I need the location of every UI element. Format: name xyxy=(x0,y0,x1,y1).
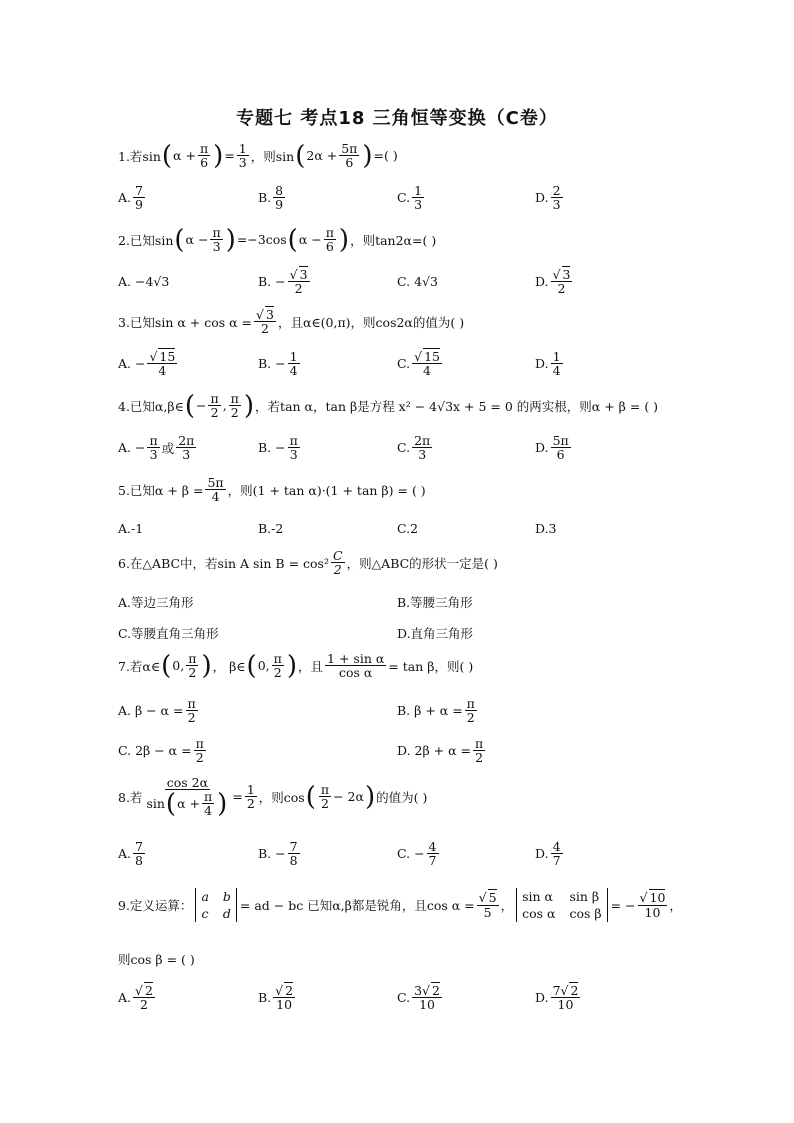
q9-mid: = ad − bc 已知α,β都是锐角，且cos α = xyxy=(239,898,475,913)
question-9-line2 xyxy=(118,950,195,968)
zero: 0, xyxy=(172,658,185,674)
option-label: C. 4√3 xyxy=(397,274,438,289)
option-b[interactable] xyxy=(258,268,312,295)
fraction: $\frac{1}{4}$ xyxy=(552,349,561,379)
fraction: $\frac{√ 15}{4}$ xyxy=(149,349,176,379)
fraction: $\frac{7}{8}$ xyxy=(135,839,143,869)
q8-end: 的值为( ) xyxy=(376,789,428,805)
fraction: $\frac{√ 2}{2}$ xyxy=(135,983,153,1013)
option-d[interactable] xyxy=(535,268,574,295)
fraction: $\frac{\pi}{6}$ xyxy=(325,225,334,255)
q6-text: 6.在△ABC中，若sin A sin B = cos² xyxy=(118,555,329,571)
q9-line2-text: 则cos β = ( ) xyxy=(118,952,195,967)
fraction: $\frac{√ 2}{10}$ xyxy=(275,983,294,1013)
option-b[interactable] xyxy=(397,697,479,724)
equals: = xyxy=(224,148,235,164)
fraction: $\frac{\pi}{2}$ xyxy=(187,696,196,726)
paren: ) xyxy=(364,781,376,812)
fraction: $\frac{1}{3}$ xyxy=(414,183,423,213)
minus: − xyxy=(195,398,207,414)
option-label: A. − xyxy=(118,356,146,372)
option-d[interactable] xyxy=(535,350,565,377)
fraction: $\frac{\pi}{3}$ xyxy=(149,433,158,463)
question-4 xyxy=(118,392,658,419)
option-b[interactable] xyxy=(258,840,302,867)
q1-2alpha: 2α + xyxy=(306,148,338,164)
fraction: $\frac{\pi}{2}$ xyxy=(195,736,204,766)
option-b[interactable] xyxy=(258,984,297,1011)
q2-alpha: α − xyxy=(185,232,209,248)
option-label: B. − xyxy=(258,846,286,862)
comma: ， xyxy=(669,898,682,913)
fraction: $\frac{1}{3}$ xyxy=(238,141,247,171)
q1-end: =( ) xyxy=(373,148,398,164)
q2-mid: =−3cos xyxy=(236,232,287,248)
question-9 xyxy=(118,888,682,922)
option-label: D.3 xyxy=(535,521,557,536)
fraction: $\frac{\pi}{2}$ xyxy=(188,651,197,681)
q1-mid: ，则sin xyxy=(250,148,295,164)
q3-text: 3.已知sin α + cos α = xyxy=(118,314,253,330)
option-a[interactable] xyxy=(118,521,143,536)
fraction: $\frac{\text{1 + sin α}}{\text{cos α}}$ xyxy=(327,651,385,681)
option-label: B.-2 xyxy=(258,521,284,536)
fraction: $\frac{1}{2}$ xyxy=(246,782,255,812)
fraction: $\frac{7}{9}$ xyxy=(135,183,143,213)
option-label: A. xyxy=(118,990,132,1006)
q4-text: 4.已知α,β∈ xyxy=(118,398,184,414)
q9-text: 9.定义运算： xyxy=(118,898,193,913)
option-c[interactable] xyxy=(397,984,444,1011)
option-b[interactable] xyxy=(258,434,302,461)
option-label: D.直角三角形 xyxy=(397,626,474,641)
option-a[interactable] xyxy=(118,593,194,611)
fraction: $\frac{\pi}{2}$ xyxy=(320,782,330,812)
q7-mid: ， β∈ xyxy=(212,658,246,674)
option-d[interactable] xyxy=(535,434,573,461)
option-label: A.等边三角形 xyxy=(118,595,194,610)
fraction: $\frac{\pi}{3}$ xyxy=(212,225,221,255)
option-label: B.等腰三角形 xyxy=(397,595,473,610)
fraction: $\frac{5\pi}{6}$ xyxy=(552,433,569,463)
option-label: D. 2β + α = xyxy=(397,743,472,759)
fraction: $\frac{\pi}{2}$ xyxy=(210,391,219,421)
option-c[interactable] xyxy=(397,184,426,211)
q1-alpha: α + xyxy=(173,148,196,164)
option-d[interactable] xyxy=(397,624,473,642)
q1-text: 1.若sin xyxy=(118,148,161,164)
paren: ) xyxy=(338,224,350,255)
option-label: A. β − α = xyxy=(118,703,184,719)
fraction: $\frac{5\pi}{4}$ xyxy=(207,475,224,505)
question-7 xyxy=(118,652,473,679)
page-title: 专题七 考点18 三角恒等变换（C卷） xyxy=(236,108,558,129)
option-label: B. xyxy=(258,190,272,206)
paren: ( xyxy=(161,140,173,171)
option-label: B. − xyxy=(258,356,286,372)
option-label: D. xyxy=(535,356,549,372)
option-a[interactable] xyxy=(118,697,200,724)
paren: ) xyxy=(201,650,212,681)
option-label: C. xyxy=(397,990,411,1006)
fraction: $\frac{√ 10}{10}$ xyxy=(639,890,666,920)
fraction: $\frac{7}{8}$ xyxy=(289,839,298,869)
q9-equals: = − xyxy=(610,897,636,913)
fraction: cos 2α sin ( α + $\frac{\pi}{4}$ ) xyxy=(146,775,228,819)
option-b[interactable] xyxy=(258,350,302,377)
option-label: C.2 xyxy=(397,521,419,536)
option-label: D. xyxy=(535,846,549,862)
paren: ( xyxy=(174,224,185,255)
fraction: $\frac{\pi}{2}$ xyxy=(475,736,484,766)
fraction: $\frac{√ 5}{5}$ xyxy=(478,890,497,920)
option-label: B. − xyxy=(258,274,286,290)
comma: ， xyxy=(500,898,514,913)
fraction: $\frac{\pi}{2}$ xyxy=(230,391,239,421)
paren: ) xyxy=(243,390,255,421)
option-label: A. xyxy=(118,190,132,206)
question-3 xyxy=(118,308,464,335)
option-d[interactable] xyxy=(535,984,582,1011)
option-c[interactable] xyxy=(397,350,444,377)
q4-end: ，若tan α，tan β是方程 x² − 4√3x + 5 = 0 的两实根，则α + β = ( ) xyxy=(255,398,659,414)
question-5 xyxy=(118,476,426,503)
question-2 xyxy=(118,226,436,253)
question-8 xyxy=(118,776,427,817)
fraction: $\frac{2\pi}{3}$ xyxy=(178,433,195,463)
option-label: C. xyxy=(397,440,411,456)
option-label: C. − xyxy=(397,846,425,862)
option-b[interactable] xyxy=(258,521,283,536)
option-a[interactable] xyxy=(118,184,147,211)
q7-text: 7.若α∈ xyxy=(118,658,161,674)
option-label: C. xyxy=(397,356,411,372)
option-c[interactable] xyxy=(397,521,418,536)
minus-2alpha: − 2α xyxy=(333,789,364,805)
q5-end: ，则(1 + tan α)·(1 + tan β) = ( ) xyxy=(227,482,426,498)
option-label: B. xyxy=(258,990,272,1006)
option-c[interactable] xyxy=(397,434,434,461)
option-b[interactable] xyxy=(397,593,473,611)
fraction: $\frac{7√ 2}{10}$ xyxy=(552,983,579,1013)
fraction: $\frac{4}{7}$ xyxy=(552,839,561,869)
option-d[interactable] xyxy=(397,737,487,764)
option-a[interactable] xyxy=(118,274,169,289)
option-label: A. xyxy=(118,846,132,862)
fraction: $\frac{√ 3}{2}$ xyxy=(256,307,274,337)
q7-end: = tan β，则( ) xyxy=(388,658,474,674)
fraction: $\frac{√ 15}{4}$ xyxy=(414,349,440,379)
option-label: C.等腰直角三角形 xyxy=(118,626,219,641)
option-a[interactable] xyxy=(118,840,147,867)
option-c[interactable] xyxy=(118,737,208,764)
fraction: $\frac{1}{4}$ xyxy=(289,349,298,379)
option-d[interactable] xyxy=(535,184,565,211)
equals: = xyxy=(232,789,243,805)
fraction: $\frac{4}{7}$ xyxy=(428,839,437,869)
option-b[interactable] xyxy=(258,184,287,211)
or-text: 或 xyxy=(161,440,175,456)
q3-end: ，且α∈(0,π)，则cos2α的值为( ) xyxy=(277,314,465,330)
option-label: D. xyxy=(535,190,549,206)
zero: 0, xyxy=(257,658,270,674)
fraction: $\frac{\pi}{2}$ xyxy=(273,651,282,681)
option-label: D. xyxy=(535,990,549,1006)
option-c[interactable] xyxy=(397,840,441,867)
option-d[interactable] xyxy=(535,840,565,867)
option-a[interactable] xyxy=(118,984,157,1011)
q8-text: 8.若 xyxy=(118,789,143,805)
option-a[interactable] xyxy=(118,350,179,377)
q2-end: ，则tan2α=( ) xyxy=(350,232,437,248)
paren: ) xyxy=(213,140,224,171)
option-label: A.-1 xyxy=(118,521,144,536)
fraction: $\frac{\pi}{6}$ xyxy=(199,141,209,171)
q2-alpha: α − xyxy=(298,232,322,248)
option-c[interactable] xyxy=(118,624,219,642)
question-1 xyxy=(118,142,398,169)
fraction: $\frac{5\pi}{6}$ xyxy=(341,141,358,171)
paren: ) xyxy=(225,224,236,255)
determinant-definition: a b c d xyxy=(195,888,236,922)
fraction: $\frac{√ 3}{2}$ xyxy=(289,267,308,297)
paren: ) xyxy=(286,650,298,681)
option-label: D. xyxy=(535,440,549,456)
option-label: B. β + α = xyxy=(397,703,463,719)
fraction: $\frac{2\pi}{3}$ xyxy=(414,433,431,463)
option-label: D. xyxy=(535,274,549,290)
paren: ( xyxy=(246,650,257,681)
determinant-sin-cos: sin α sin β cos α cos β xyxy=(516,888,608,922)
q6-end: ，则△ABC的形状一定是( ) xyxy=(346,555,498,571)
comma: , xyxy=(222,398,227,414)
paren: ( xyxy=(184,390,195,421)
paren: ( xyxy=(161,650,172,681)
paren: ( xyxy=(295,140,306,171)
fraction: $\frac{√ 3}{2}$ xyxy=(552,267,571,297)
option-d[interactable] xyxy=(535,521,557,536)
option-label: C. xyxy=(397,190,411,206)
paren: ) xyxy=(362,140,373,171)
q5-text: 5.已知α + β = xyxy=(118,482,204,498)
question-6 xyxy=(118,549,498,576)
option-label: A. −4√3 xyxy=(118,274,170,289)
fraction: $\frac{3√ 2}{10}$ xyxy=(414,983,440,1013)
fraction: $\frac{\pi}{2}$ xyxy=(466,696,475,726)
fraction: $\frac{8}{9}$ xyxy=(275,183,284,213)
option-label: A. − xyxy=(118,440,146,456)
fraction: $\frac{\pi}{3}$ xyxy=(289,433,298,463)
q8-mid: ，则cos xyxy=(258,789,305,805)
q7-mid2: ，且 xyxy=(298,658,324,674)
option-label: C. 2β − α = xyxy=(118,743,192,759)
fraction: $\frac{2}{3}$ xyxy=(552,183,561,213)
option-a[interactable] xyxy=(118,434,198,461)
option-label: B. − xyxy=(258,440,286,456)
fraction: $\frac{C}{2}$ xyxy=(332,548,343,578)
option-c[interactable] xyxy=(397,274,438,289)
q2-text: 2.已知sin xyxy=(118,232,174,248)
paren: ( xyxy=(305,781,316,812)
paren: ( xyxy=(287,224,298,255)
